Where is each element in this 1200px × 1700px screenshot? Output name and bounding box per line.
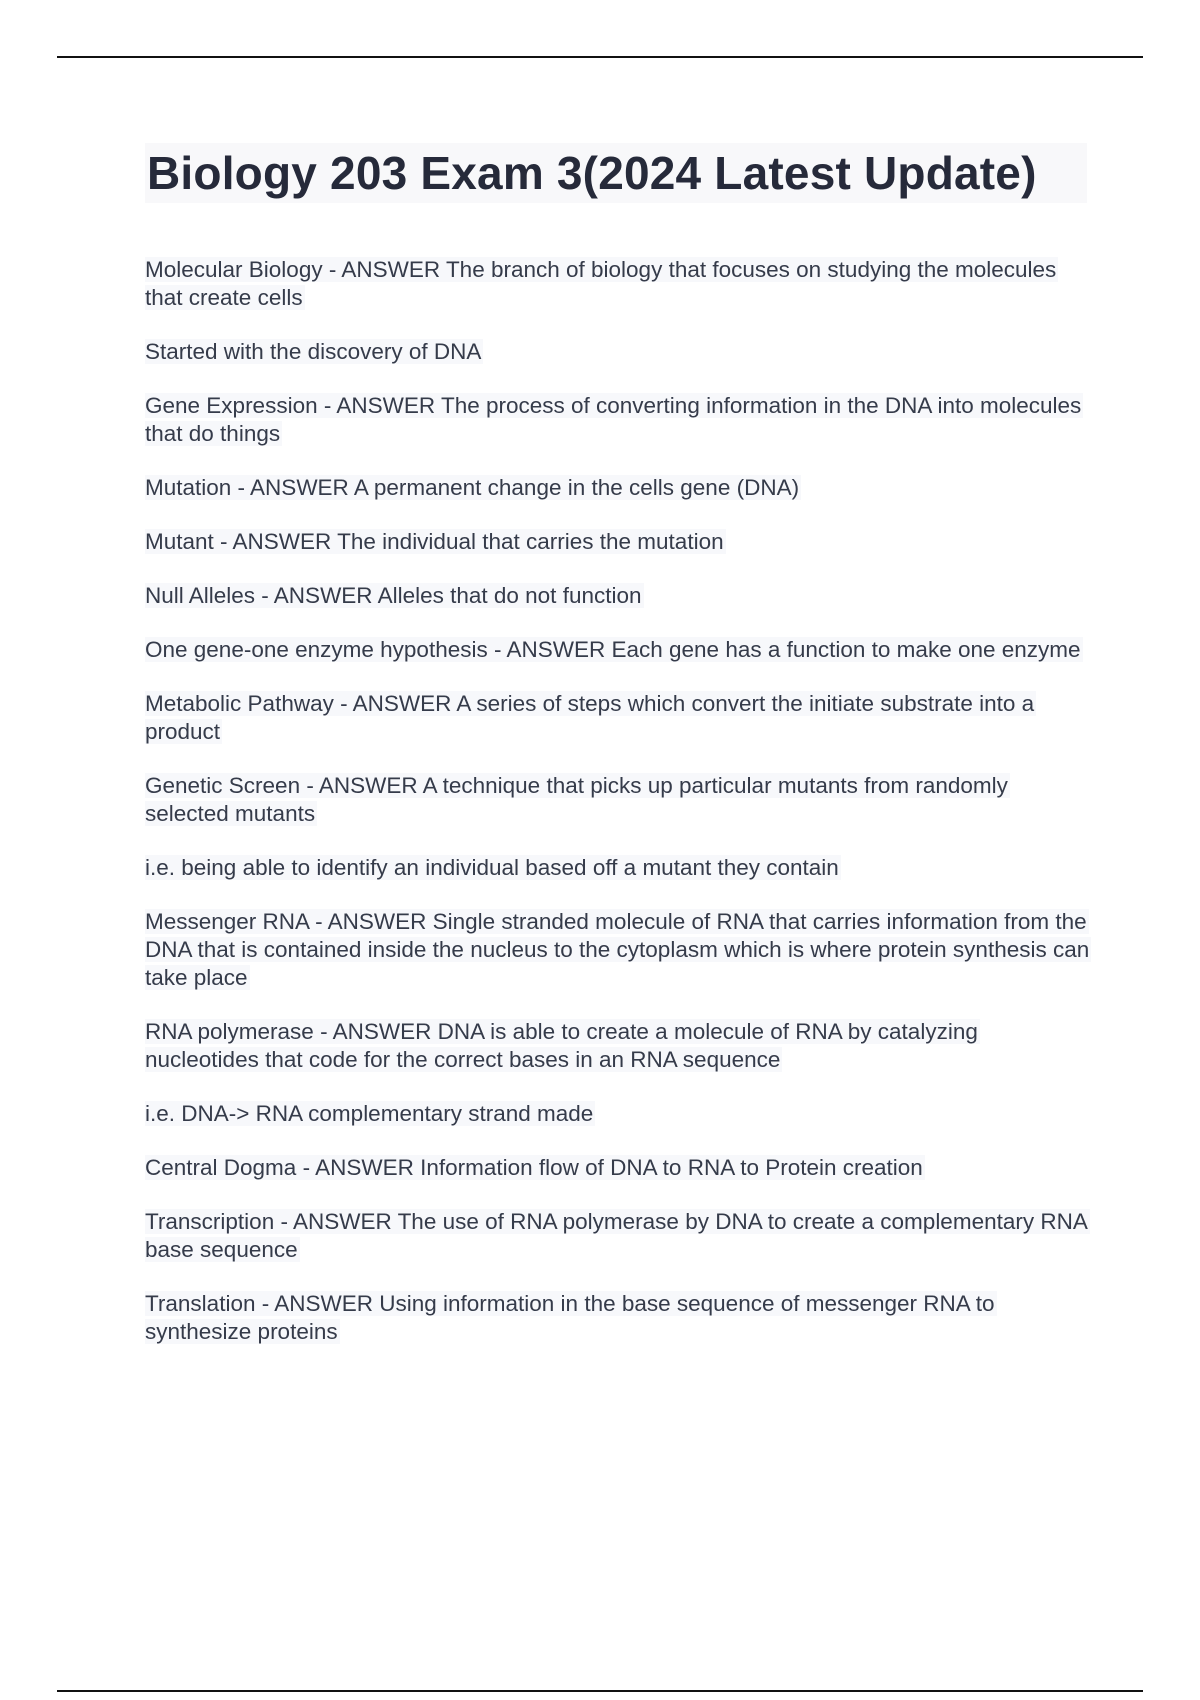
entry-text: RNA polymerase - ANSWER DNA is able to create a molecule of RNA by catalyzing nucleotides that code for the correct bases in an RNA sequence [145, 1019, 978, 1072]
bottom-divider [57, 1690, 1143, 1692]
entry-text: Genetic Screen - ANSWER A technique that picks up particular mutants from randomly selected mutants [145, 773, 1008, 826]
entry-translation [145, 1290, 1095, 1346]
entry-text: Mutant - ANSWER The individual that carries the mutation [145, 529, 724, 554]
entry-text: Transcription - ANSWER The use of RNA polymerase by DNA to create a complementary RNA base sequence [145, 1209, 1088, 1262]
entry-genetic-screen [145, 772, 1095, 828]
entry-list [145, 256, 1095, 1372]
entry-text: i.e. DNA-> RNA complementary strand made [145, 1101, 594, 1126]
entry-rna-polymerase [145, 1018, 1095, 1074]
entry-text: One gene-one enzyme hypothesis - ANSWER Each gene has a function to make one enzyme [145, 637, 1081, 662]
entry-metabolic-pathway [145, 690, 1095, 746]
entry-dna-discovery-note [145, 338, 1095, 366]
top-divider [57, 56, 1143, 58]
entry-mutant [145, 528, 1095, 556]
entry-text: Gene Expression - ANSWER The process of converting information in the DNA into molecules that do things [145, 393, 1082, 446]
entry-mutation [145, 474, 1095, 502]
entry-one-gene-one-enzyme [145, 636, 1095, 664]
entry-text: Mutation - ANSWER A permanent change in the cells gene (DNA) [145, 475, 800, 500]
entry-rna-polymerase-note [145, 1100, 1095, 1128]
entry-null-alleles [145, 582, 1095, 610]
entry-text: Messenger RNA - ANSWER Single stranded molecule of RNA that carries information from the DNA that is contained inside the nucleus to the cytoplasm which is where protein synthesis can take place [145, 909, 1090, 990]
entry-molecular-biology [145, 256, 1095, 312]
entry-transcription [145, 1208, 1095, 1264]
entry-text: i.e. being able to identify an individual based off a mutant they contain [145, 855, 839, 880]
entry-text: Metabolic Pathway - ANSWER A series of steps which convert the initiate substrate into a product [145, 691, 1035, 744]
entry-text: Molecular Biology - ANSWER The branch of biology that focuses on studying the molecules that create cells [145, 257, 1057, 310]
entry-text: Translation - ANSWER Using information in the base sequence of messenger RNA to synthesize proteins [145, 1291, 995, 1344]
entry-text: Null Alleles - ANSWER Alleles that do not function [145, 583, 642, 608]
entry-genetic-screen-note [145, 854, 1095, 882]
entry-messenger-rna [145, 908, 1095, 992]
entry-central-dogma [145, 1154, 1095, 1182]
entry-text: Started with the discovery of DNA [145, 339, 482, 364]
entry-text: Central Dogma - ANSWER Information flow of DNA to RNA to Protein creation [145, 1155, 923, 1180]
entry-gene-expression [145, 392, 1095, 448]
page-title: Biology 203 Exam 3(2024 Latest Update) [145, 143, 1087, 203]
